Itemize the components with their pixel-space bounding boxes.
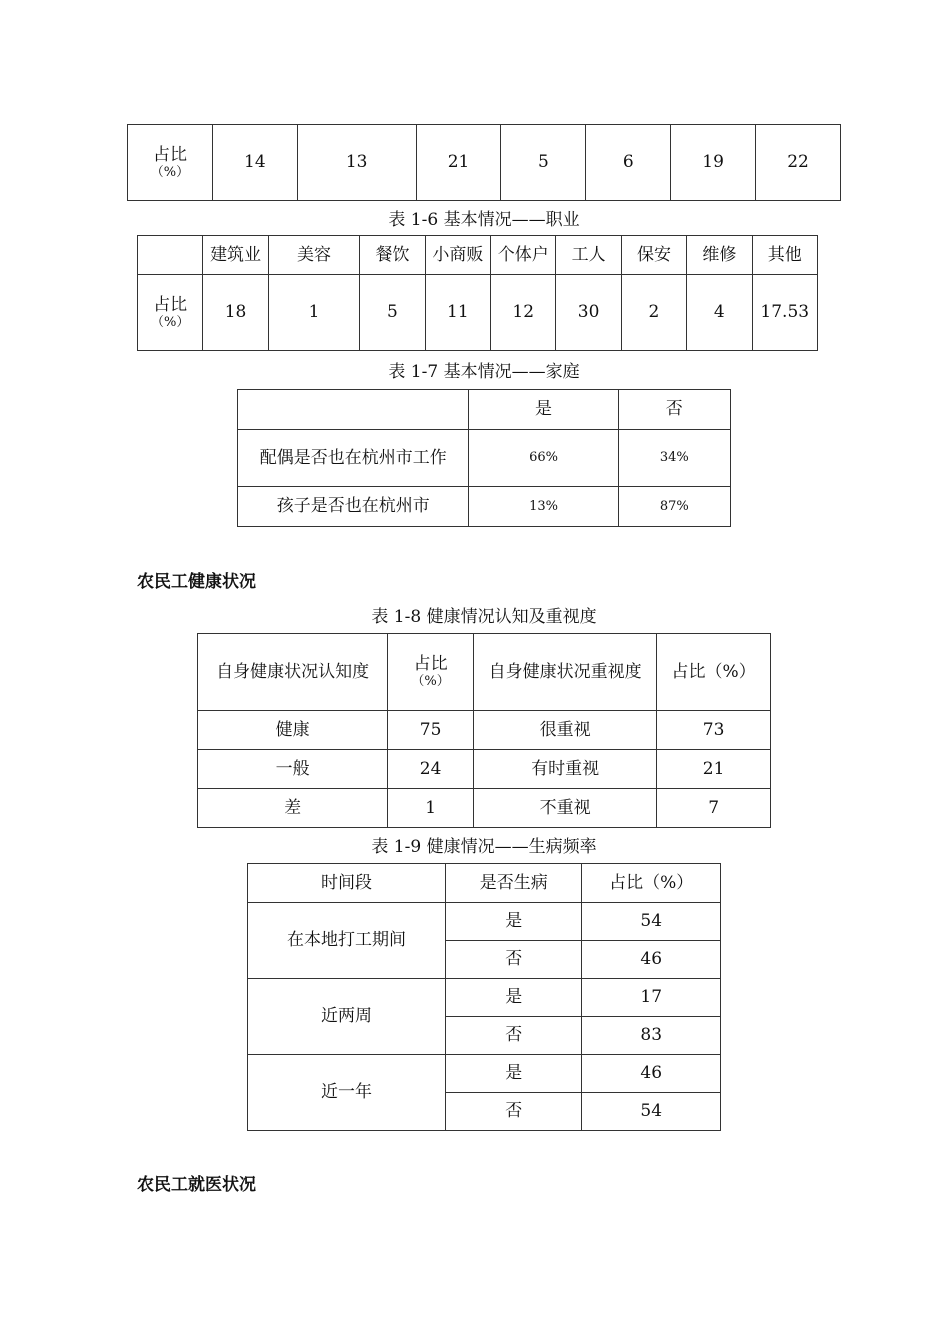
header-unit: （%） (411, 674, 450, 690)
period-cell: 近一年 (248, 1055, 446, 1131)
header-text: 占比 (413, 654, 448, 674)
header-cell: 工人 (556, 236, 621, 275)
period-cell: 在本地打工期间 (248, 903, 446, 979)
value-cell: 18 (203, 275, 268, 351)
value-cell: 66% (469, 430, 618, 487)
header-cell: 保安 (621, 236, 686, 275)
value-cell: 很重视 (474, 711, 657, 750)
value-cell: 6 (586, 125, 671, 201)
header-cell: 其他 (752, 236, 817, 275)
value-cell: 54 (582, 1093, 721, 1131)
row-label (128, 125, 213, 201)
header-cell: 建筑业 (203, 236, 268, 275)
value-cell: 13 (297, 125, 416, 201)
header-cell: 个体户 (491, 236, 556, 275)
table-1-8 (197, 633, 771, 828)
value-cell: 5 (360, 275, 425, 351)
value-cell: 83 (582, 1017, 721, 1055)
header-cell: 美容 (268, 236, 360, 275)
value-cell: 4 (687, 275, 752, 351)
value-cell: 是 (446, 979, 582, 1017)
value-cell: 是 (446, 1055, 582, 1093)
row-label: 孩子是否也在杭州市 (238, 487, 469, 527)
value-cell: 46 (582, 1055, 721, 1093)
value-cell: 1 (268, 275, 360, 351)
value-cell: 14 (212, 125, 297, 201)
row-label-text: 占比 (152, 144, 187, 165)
value-cell: 24 (388, 750, 474, 789)
row-label-text: 占比 (153, 294, 188, 315)
value-cell: 否 (446, 1017, 582, 1055)
value-cell: 7 (657, 789, 771, 828)
header-cell: 占比（%） (657, 634, 771, 711)
value-cell: 17 (582, 979, 721, 1017)
header-cell (388, 634, 474, 711)
header-cell: 自身健康状况认知度 (198, 634, 388, 711)
table-1-6-caption: 表 1-6 基本情况——职业 (388, 210, 580, 230)
value-cell: 差 (198, 789, 388, 828)
row-label: 配偶是否也在杭州市工作 (238, 430, 469, 487)
value-cell: 54 (582, 903, 721, 941)
table-1-7 (237, 389, 731, 527)
table-1-6 (137, 235, 818, 351)
value-cell: 有时重视 (474, 750, 657, 789)
table-1-9 (247, 863, 721, 1131)
table-1-7-caption: 表 1-7 基本情况——家庭 (388, 362, 580, 382)
value-cell: 12 (491, 275, 556, 351)
value-cell: 34% (618, 430, 730, 487)
value-cell: 22 (756, 125, 841, 201)
value-cell: 17.53 (752, 275, 817, 351)
row-label-unit: （%） (150, 164, 190, 180)
value-cell: 5 (501, 125, 586, 201)
header-cell: 餐饮 (360, 236, 425, 275)
header-cell (138, 236, 203, 275)
value-cell: 不重视 (474, 789, 657, 828)
section-heading-health: 农民工健康状况 (137, 572, 256, 592)
header-cell: 维修 (687, 236, 752, 275)
value-cell: 73 (657, 711, 771, 750)
value-cell: 21 (657, 750, 771, 789)
header-cell: 是否生病 (446, 864, 582, 903)
header-cell: 占比（%） (582, 864, 721, 903)
value-cell: 87% (618, 487, 730, 527)
value-cell: 19 (671, 125, 756, 201)
value-cell: 是 (446, 903, 582, 941)
header-cell: 自身健康状况重视度 (474, 634, 657, 711)
value-cell: 30 (556, 275, 621, 351)
value-cell: 46 (582, 941, 721, 979)
header-cell (238, 390, 469, 430)
row-label (138, 275, 203, 351)
header-cell: 否 (618, 390, 730, 430)
value-cell: 13% (469, 487, 618, 527)
header-cell: 是 (469, 390, 618, 430)
value-cell: 2 (621, 275, 686, 351)
value-cell: 21 (416, 125, 501, 201)
row-label-unit: （%） (151, 314, 190, 330)
value-cell: 1 (388, 789, 474, 828)
value-cell: 否 (446, 941, 582, 979)
value-cell: 健康 (198, 711, 388, 750)
value-cell: 75 (388, 711, 474, 750)
value-cell: 一般 (198, 750, 388, 789)
period-cell: 近两周 (248, 979, 446, 1055)
header-cell: 时间段 (248, 864, 446, 903)
section-heading-medical: 农民工就医状况 (137, 1175, 256, 1195)
table-1-5-tail (127, 124, 841, 201)
value-cell: 11 (425, 275, 490, 351)
value-cell: 否 (446, 1093, 582, 1131)
table-1-9-caption: 表 1-9 健康情况——生病频率 (371, 837, 597, 857)
header-cell: 小商贩 (425, 236, 490, 275)
table-1-8-caption: 表 1-8 健康情况认知及重视度 (371, 607, 597, 627)
